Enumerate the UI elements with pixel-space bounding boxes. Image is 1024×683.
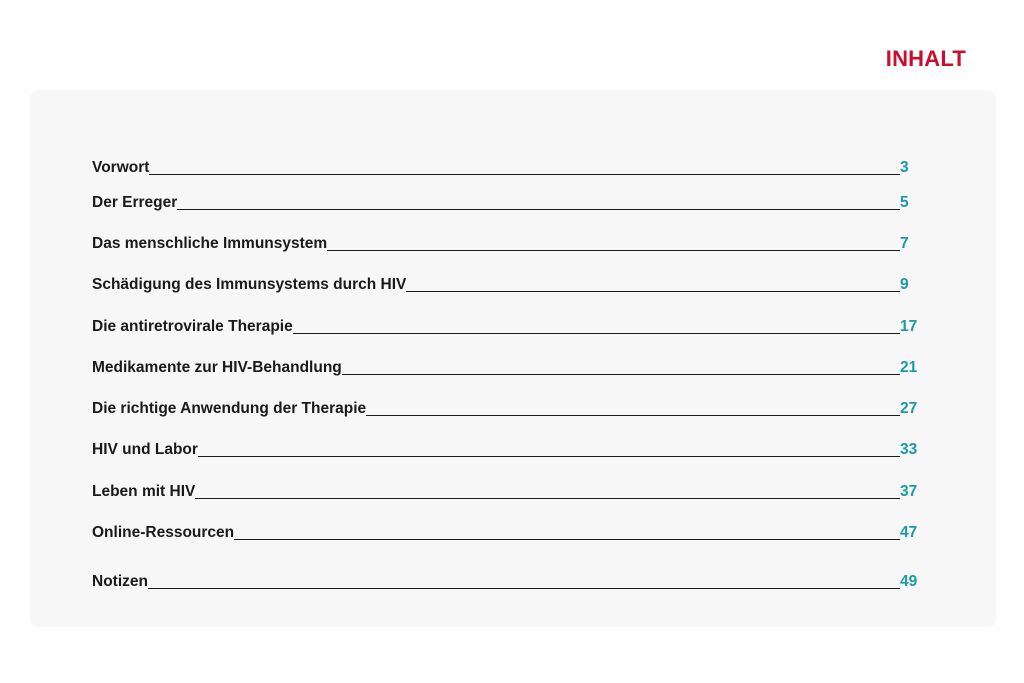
- toc-leader-line: [177, 209, 900, 210]
- toc-entry-hiv-und-labor[interactable]: [92, 438, 920, 460]
- toc-entry-title: HIV und Labor: [92, 441, 198, 458]
- toc-leader-line: [327, 250, 900, 251]
- toc-entry-anwendung[interactable]: [92, 397, 920, 419]
- toc-entry-der-erreger[interactable]: [92, 191, 920, 213]
- toc-entry-page: 9: [900, 276, 909, 293]
- toc-list: [92, 0, 920, 683]
- toc-entry-vorwort[interactable]: [92, 156, 920, 178]
- toc-entry-title: Online-Ressourcen: [92, 524, 235, 541]
- toc-entry-title: Die antiretrovirale Therapie: [92, 318, 293, 335]
- toc-leader-line: [342, 374, 900, 375]
- toc-entry-page: 49: [900, 573, 918, 590]
- toc-entry-title: Die richtige Anwendung der Therapie: [92, 400, 367, 417]
- toc-leader-line: [148, 588, 900, 589]
- toc-entry-online-ressourcen[interactable]: [92, 521, 920, 543]
- toc-entry-page: 7: [900, 235, 909, 252]
- toc-entry-title: Der Erreger: [92, 194, 178, 211]
- toc-entry-immunsystem[interactable]: [92, 232, 920, 254]
- toc-entry-page: 3: [900, 159, 909, 176]
- toc-entry-antiretrovirale-therapie[interactable]: [92, 315, 920, 337]
- toc-leader-line: [234, 539, 900, 540]
- toc-entry-page: 21: [900, 359, 918, 376]
- toc-entry-page: 5: [900, 194, 909, 211]
- toc-entry-page: 27: [900, 400, 918, 417]
- toc-leader-line: [149, 174, 900, 175]
- toc-entry-page: 33: [900, 441, 918, 458]
- toc-entry-medikamente[interactable]: [92, 356, 920, 378]
- toc-leader-line: [366, 415, 900, 416]
- toc-leader-line: [406, 291, 900, 292]
- toc-entry-title: Schädigung des Immunsystems durch HIV: [92, 276, 407, 293]
- toc-entry-title: Medikamente zur HIV-Behandlung: [92, 359, 342, 376]
- toc-entry-title: Vorwort: [92, 159, 150, 176]
- toc-entry-notizen[interactable]: [92, 570, 920, 592]
- toc-entry-page: 17: [900, 318, 918, 335]
- toc-entry-leben-mit-hiv[interactable]: [92, 480, 920, 502]
- toc-entry-title: Leben mit HIV: [92, 483, 196, 500]
- toc-entry-page: 47: [900, 524, 918, 541]
- toc-leader-line: [195, 498, 900, 499]
- toc-entry-title: Notizen: [92, 573, 148, 590]
- toc-entry-page: 37: [900, 483, 918, 500]
- toc-leader-line: [198, 456, 900, 457]
- toc-entry-schaedigung[interactable]: [92, 273, 920, 295]
- toc-entry-title: Das menschliche Immunsystem: [92, 235, 328, 252]
- page-title: INHALT: [885, 46, 966, 71]
- toc-leader-line: [293, 333, 900, 334]
